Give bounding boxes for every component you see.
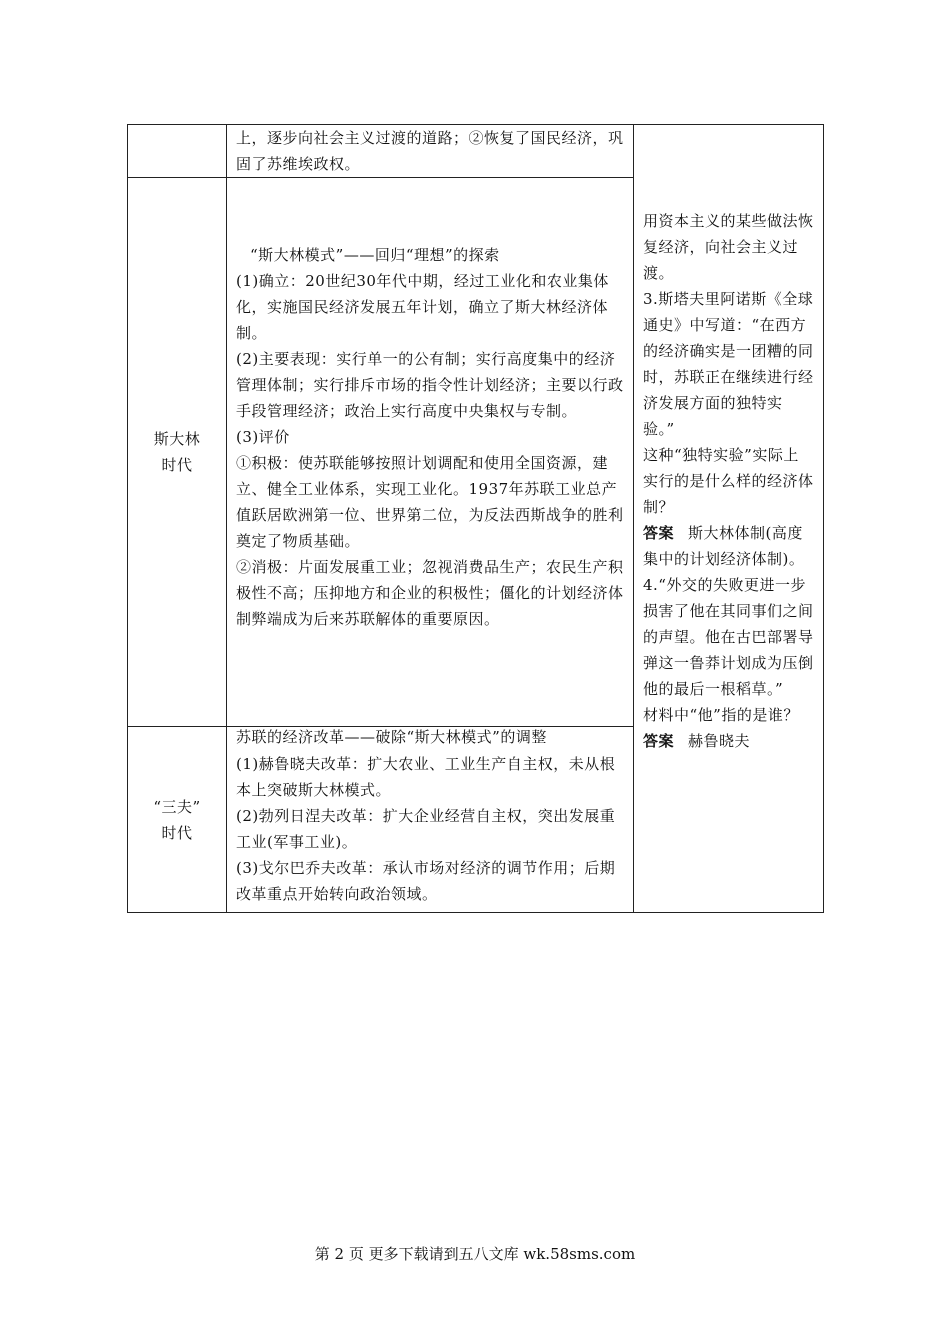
page-footer: 第 2 页 更多下载请到五八文库 wk.58sms.com	[314, 1245, 636, 1263]
top-row-era-cell	[127, 124, 227, 178]
stalin-item: ①积极：使苏联能够按照计划调配和使用全国资源，建立、健全工业体系，实现工业化。1937年苏联工业总产值跃居欧洲第一位、世界第二位，为反法西斯战争的胜利奠定了物质基础。	[236, 454, 624, 550]
answer-label: 答案	[643, 732, 675, 750]
sanfu-item: (3)戈尔巴乔夫改革：承认市场对经济的调节作用；后期改革重点开始转向政治领域。	[236, 859, 616, 903]
q4-answer: 赫鲁晓夫	[688, 732, 751, 750]
q4-question: 材料中“他”指的是谁？	[643, 706, 799, 724]
stalin-item: ②消极：片面发展重工业；忽视消费品生产；农民生产积极性不高；压抑地方和企业的积极性；僵化的计划经济体制弊端成为后来苏联解体的重要原因。	[236, 558, 624, 628]
q3-answer: 斯大林体制(高度集中的计划经济体制)。	[643, 524, 805, 568]
sanfu-content-cell	[226, 726, 634, 913]
sanfu-era-line2: 时代	[161, 823, 193, 842]
sanfu-item: (1)赫鲁晓夫改革：扩大农业、工业生产自主权，未从根本上突破斯大林模式。	[236, 755, 616, 799]
stalin-era-line1: 斯大林	[153, 430, 201, 448]
answer-label: 答案	[643, 524, 675, 542]
sanfu-title: 苏联的经济改革——破除“斯大林模式”的调整	[236, 728, 547, 746]
sanfu-item: (2)勃列日涅夫改革：扩大企业经营自主权，突出发展重工业(军事工业)。	[236, 807, 616, 851]
stalin-item: (3)评价	[236, 428, 290, 446]
q3-question: 这种“独特实验”实际上实行的是什么样的经济体制？	[643, 446, 814, 516]
q4-answer-line	[643, 728, 814, 754]
q4-quote: 4.“外交的失败更进一步损害了他在其同事们之间的声望。他在古巴部署导弹这一鲁莽计划成为压倒他的最后一根稻草。”	[643, 576, 814, 698]
stalin-era-line2: 时代	[161, 456, 193, 474]
stalin-item: (2)主要表现：实行单一的公有制；实行高度集中的经济管理体制；实行排斥市场的指令性计划经济；主要以行政手段管理经济；政治上实行高度中央集权与专制。	[236, 350, 624, 420]
stalin-era-cell	[127, 177, 227, 727]
stalin-item: (1)确立：20世纪30年代中期，经过工业化和农业集体化，实施国民经济发展五年计划，确立了斯大林经济体制。	[236, 272, 609, 342]
top-row-content-cell	[226, 124, 634, 178]
sanfu-era-line1: “三夫”	[153, 797, 201, 816]
sanfu-era-cell	[127, 726, 227, 913]
q3-answer-line	[643, 520, 814, 572]
stalin-title: “斯大林模式”——回归“理想”的探索	[250, 246, 500, 264]
side-column-cell	[633, 124, 824, 913]
side-intro: 用资本主义的某些做法恢复经济，向社会主义过渡。	[643, 212, 814, 282]
stalin-content-cell	[226, 177, 634, 727]
q3-quote: 3.斯塔夫里阿诺斯《全球通史》中写道：“在西方的经济确实是一团糟的同时，苏联正在继续进行经济发展方面的独特实验。”	[643, 290, 814, 438]
top-row-text: 上，逐步向社会主义过渡的道路；②恢复了国民经济，巩固了苏维埃政权。	[236, 129, 624, 173]
